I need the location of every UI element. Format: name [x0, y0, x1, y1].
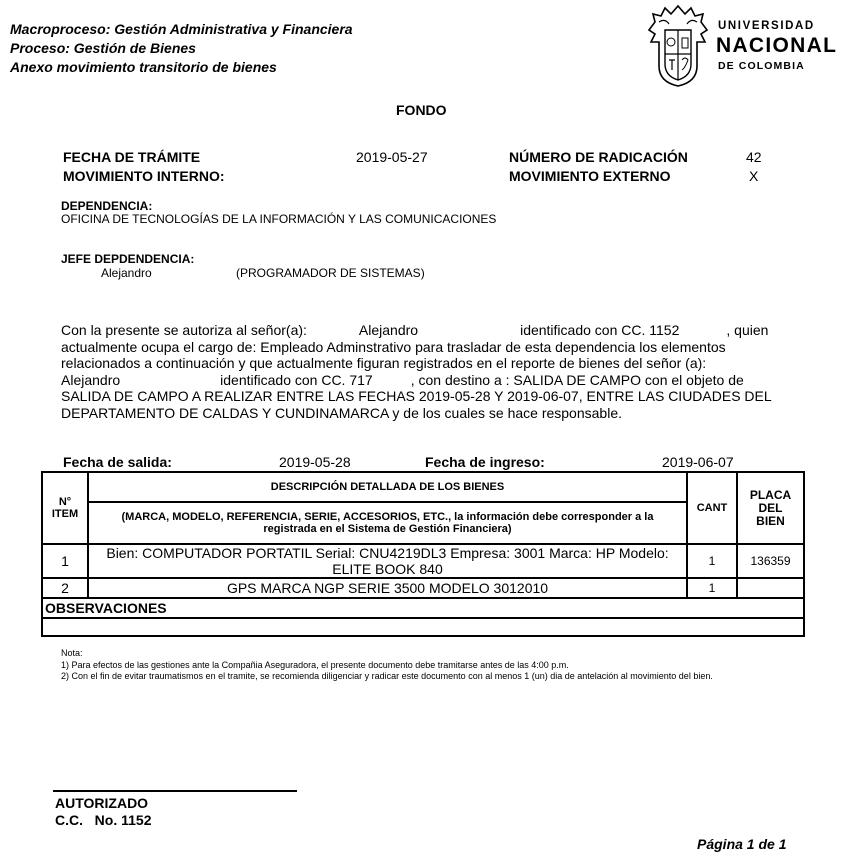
observaciones-value-row	[42, 618, 804, 636]
fecha-tramite-label: FECHA DE TRÁMITE	[63, 149, 201, 165]
signature-line	[53, 790, 297, 792]
jefe-dependencia-name: Alejandro	[101, 266, 152, 280]
col-header-item	[42, 472, 88, 544]
fecha-salida-value: 2019-05-28	[279, 454, 351, 470]
page-number: Página 1 de 1	[697, 836, 787, 852]
university-logo	[645, 4, 845, 88]
row-1-cant: 1	[687, 544, 737, 578]
observaciones-row	[42, 598, 804, 618]
table-row	[42, 544, 804, 578]
university-seal-icon	[645, 4, 711, 88]
jefe-dependencia-label: JEFE DEPDENDENCIA:	[61, 252, 195, 266]
numero-radicacion-value: 42	[746, 149, 762, 165]
row-2-item: 2	[42, 578, 88, 598]
note-2: 2) Con el fin de evitar traumatismos en el tramite, se recomienda diligenciar y radicar este documento con al menos 1 (un) dia de antelación al movimiento del bien.	[61, 671, 713, 681]
header-anexo: Anexo movimiento transitorio de bienes	[10, 59, 277, 75]
fecha-salida-label: Fecha de salida:	[63, 454, 172, 470]
dependencia-value: OFICINA DE TECNOLOGÍAS DE LA INFORMACIÓN Y LAS COMUNICACIONES	[61, 212, 497, 226]
authorization-name-2: Alejandro	[61, 371, 121, 388]
items-table	[41, 471, 805, 637]
fecha-tramite-value: 2019-05-27	[356, 149, 428, 165]
observaciones-label: OBSERVACIONES	[42, 598, 804, 618]
header-macroproceso: Macroproceso: Gestión Administrativa y Financiera	[10, 21, 353, 37]
authorization-text-1: Con la presente se autoriza al señor(a):	[61, 322, 307, 338]
authorization-text-5: identificado con CC. 717	[220, 371, 373, 388]
table-header-row	[42, 472, 804, 502]
authorization-text-6: , con destino a : SALIDA DE CAMPO con el objeto de SALIDA DE CAMPO A REALIZAR ENTRE LAS FECHAS 2019-05-28 Y 2019-06-07, ENTRE LAS CIUDADES DEL DEPARTAMENTO DE CALDAS Y CUNDINAMARCA y de los cuales se hace responsable.	[61, 371, 772, 421]
col-header-description: DESCRIPCIÓN DETALLADA DE LOS BIENES	[88, 472, 687, 502]
row-2-cant: 1	[687, 578, 737, 598]
col-header-description-sub: (MARCA, MODELO, REFERENCIA, SERIE, ACCESORIOS, ETC., la información debe corresponder a la registrada en el Sistema de Gestión Financiera)	[88, 502, 687, 544]
authorization-name-1: Alejandro	[358, 322, 419, 338]
table-row	[42, 578, 804, 598]
authorization-text-4: quien actualmente ocupa el cargo de: Empleado Adminstrativo para trasladar de esta dependencia los elementos relacionados a continuación y que actualmente figuran registrados en el reporte de bienes del señor (a):	[61, 322, 769, 372]
row-2-description: GPS MARCA NGP SERIE 3500 MODELO 3012010	[88, 578, 687, 598]
dependencia-label: DEPENDENCIA:	[61, 199, 153, 213]
row-2-placa	[737, 578, 804, 598]
logo-text-colombia: DE COLOMBIA	[718, 60, 805, 72]
col-header-placa-text: PLACA DEL BIEN	[749, 487, 792, 528]
movimiento-externo-label: MOVIMIENTO EXTERNO	[509, 168, 671, 184]
jefe-dependencia-role: (PROGRAMADOR DE SISTEMAS)	[236, 266, 425, 280]
col-header-item-text: N° ITEM	[51, 496, 79, 520]
authorization-paragraph	[61, 322, 791, 422]
movimiento-externo-value: X	[749, 168, 759, 184]
logo-text-nacional: NACIONAL	[716, 34, 838, 57]
row-1-placa: 136359	[737, 544, 804, 578]
observaciones-value	[42, 618, 804, 636]
logo-text-universidad: UNIVERSIDAD	[718, 20, 815, 32]
movimiento-interno-label: MOVIMIENTO INTERNO:	[63, 168, 225, 184]
notes-title: Nota:	[61, 648, 83, 658]
authorization-text-3: ,	[726, 322, 731, 338]
signature-label: AUTORIZADO	[55, 795, 149, 811]
authorization-text-2: identificado con CC. 1152	[520, 322, 680, 338]
fecha-ingreso-label: Fecha de ingreso:	[425, 454, 545, 470]
signature-cc: C.C. No. 1152	[55, 812, 152, 828]
header-proceso: Proceso: Gestión de Bienes	[10, 40, 196, 56]
note-1: 1) Para efectos de las gestiones ante la Compañia Aseguradora, el presente documento debe tramitarse antes de las 4:00 p.m.	[61, 659, 569, 670]
row-1-description: Bien: COMPUTADOR PORTATIL Serial: CNU4219DL3 Empresa: 3001 Marca: HP Modelo: ELITE BOOK 840	[88, 544, 687, 578]
page-title: FONDO	[396, 102, 447, 118]
notes-block	[61, 648, 791, 683]
col-header-cant: CANT	[687, 472, 737, 544]
col-header-placa	[737, 472, 804, 544]
row-1-item: 1	[42, 544, 88, 578]
numero-radicacion-label: NÚMERO DE RADICACIÓN	[509, 149, 688, 165]
fecha-ingreso-value: 2019-06-07	[662, 454, 734, 470]
